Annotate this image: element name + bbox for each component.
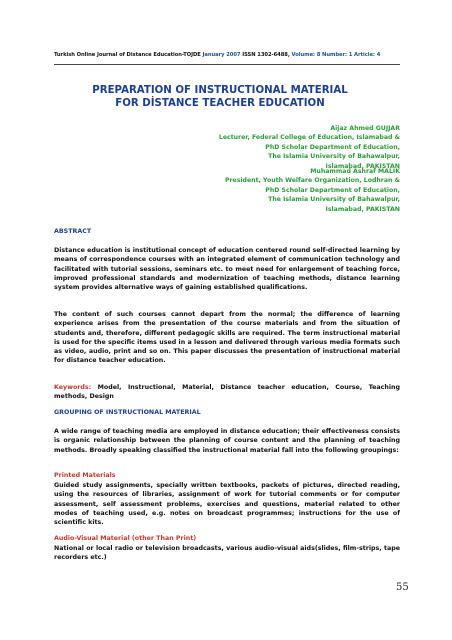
abstract-paragraph-2: The content of such courses cannot depart from the normal; the difference of learning experience arises from the presentation of the course materials and from the situation of students and, therefore, different pedagogic skills are required. The term instructional material is used for the specific items used in a lesson and delivered through various media formats such as video, audio, print and so on. This paper discusses the presentation of instructional material for distance teacher education. [54,311,400,365]
journal-date: January 2007 [202,52,241,58]
author-block-2 [225,167,400,214]
journal-issn: ISSN 1302-6488, [242,52,290,58]
keywords [54,383,400,402]
printed-materials-heading: Printed Materials [54,472,116,479]
author-affiliation: Islamabad, PAKISTAN [325,162,400,170]
author-name: Aijaz Ahmed GUJJAR [330,125,400,132]
paper-title [60,85,380,110]
title-line-1: PREPARATION OF INSTRUCTIONAL MATERIAL [92,85,348,96]
journal-header [54,52,400,58]
author-affiliation: Islamabad, PAKISTAN [325,205,400,213]
author-affiliation: President, Youth Welfare Organization, Lodhran & [224,177,400,185]
author-affiliation: Lecturer, Federal College of Education, Islamabad & [218,134,400,142]
title-line-2: FOR DİSTANCE TEACHER EDUCATION [115,97,325,109]
author-affiliation: The Islamia University of Bahawalpur, [268,196,400,204]
author-name: Muhammad Ashraf MALIK [310,168,400,175]
keywords-text: Model, Instructional, Material, Distance teacher education, Course, Teaching methods, Design [54,384,400,401]
author-affiliation: The Islamia University of Bahawalpur, [268,153,400,161]
header-rule [54,64,400,65]
page-number: 55 [396,582,409,593]
grouping-heading: GROUPING OF INSTRUCTIONAL MATERIAL [54,409,201,416]
author-affiliation: PhD Scholar Department of Education, [265,186,400,194]
journal-volume: Volume: 8 Number: 1 Article: 4 [291,52,381,58]
keywords-label: Keywords: [54,384,92,391]
audio-visual-paragraph: National or local radio or television broadcasts, various audio-visual aids(slides, film-strips, tape recorders etc.) [54,545,400,562]
abstract-heading: ABSTRACT [54,228,92,235]
audio-visual-heading: Audio-Visual Material (other Than Print) [54,535,197,542]
journal-name: Turkish Online Journal of Distance Education-TOJDE [54,52,201,58]
grouping-paragraph: A wide range of teaching media are employed in distance education; their effectiveness consists is organic relationship between the planning of course content and the planning of teaching methods. Broadly speaking classified the instructional material fall into the following groupings: [54,428,400,454]
printed-materials-paragraph: Guided study assignments, specially written textbooks, packets of pictures, directed reading, using the resources of libraries, assignment of work for tutorial comments or for computer assessment, self assessment problems, exercises and questions, material related to other modes of teaching used, e.g. notes on broadcast programmes; instructions for the use of scientific kits. [54,482,400,527]
author-block-1 [219,124,400,171]
author-affiliation: PhD Scholar Department of Education, [265,143,400,151]
abstract-paragraph-1: Distance education is institutional concept of education centered round self-directed learning by means of correspondence courses with an integrated element of communication technology and facilitated with tutorial sessions, seminars etc. to meet need for enlargement of teaching force, improved professional standards and modernization of teaching methods, distance learning system provides alternative ways of gaining established qualifications. [54,247,400,292]
